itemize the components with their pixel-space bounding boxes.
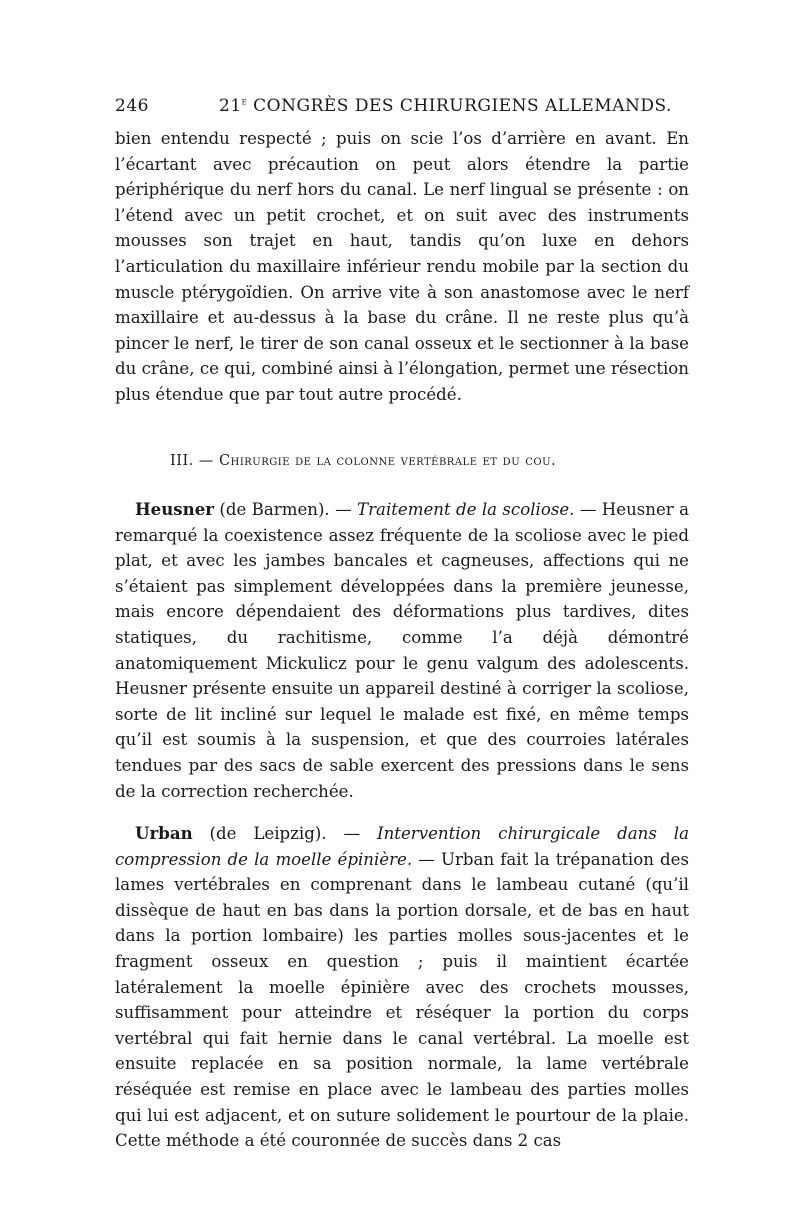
paragraph-text: bien entendu respecté ; puis on scie l’os d’arrière en avant. En l’écartant avec précaution on peut alors étendre la partie périphérique du nerf hors du canal. Le nerf lingual se présente : on l’étend avec un petit crochet, et on suit avec des instruments mousses son trajet en haut, tandis qu’on luxe en dehors l’articulation du maxillaire inférieur rendu mobile par la section du muscle ptérygoïdien. On arrive vite à son anastomose avec le nerf maxillaire et au-dessus à la base du crâne. Il ne reste plus qu’à pincer le nerf, le tirer de son canal osseux et le sectionner à la base du crâne, ce qui, combiné ainsi à l’élongation, permet une résection plus étendue que par tout autre procédé. [115,129,689,404]
page-number: 246 [115,96,149,116]
entry-author: Heusner [135,499,215,519]
entry-affiliation: (de Barmen). — [214,500,358,519]
running-title [219,96,672,116]
entry-paragraph [115,821,689,1154]
entry-heusner [115,497,689,804]
entry-affiliation: (de Leipzig). — [192,824,378,843]
section-heading: III. — Chirurgie de la colonne vertébrale et du cou. [170,453,557,469]
entry-author: Urban [135,823,193,843]
running-ordinal: 21 [219,96,242,116]
running-ordinal-suffix: e [241,96,248,108]
entry-body: — Heusner a remarqué la coexistence assez fréquente de la scoliose avec le pied plat, et avec les jambes bancales et cagneuses, affections qui ne s’étaient pas simplement développées dans la première jeunesse, mais encore dépendaient des déformations plus tardives, dites statiques, du rachitisme, comme l’a déjà démontré anatomiquement Mickulicz pour le genu valgum des adolescents. Heusner présente ensuite un appareil destiné à corriger la scoliose, sorte de lit incliné sur lequel le malade est fixé, en même temps qu’il est soumis à la suspension, et que des courroies latérales tendues par des sacs de sable exercent des pressions dans le sens de la correction recherchée. [115,500,689,801]
entry-title: Intervention chirurgicale dans la compression de la moelle épinière. [115,824,689,869]
continued-paragraph [115,126,689,408]
entry-urban [115,821,689,1154]
running-title-text: CONGRÈS DES CHIRURGIENS ALLEMANDS. [247,96,672,116]
entry-title: Traitement de la scoliose. [357,500,575,519]
entry-paragraph [115,497,689,804]
entry-body: — Urban fait la trépanation des lames vertébrales en comprenant dans le lambeau cutané (qu’il dissèque de haut en bas dans la portion dorsale, et de bas en haut dans la portion lombaire) les parties molles sous-jacentes et le fragment osseux en question ; puis il maintient écartée latéralement la moelle épinière avec des crochets mousses, suffisamment pour atteindre et réséquer la portion du corps vertébral qui fait hernie dans le canal vertébral. La moelle est ensuite replacée en sa position normale, la lame vertébrale réséquée est remise en place avec le lambeau des parties molles qui lui est adjacent, et on suture solidement le pourtour de la plaie. Cette méthode a été couronnée de succès dans 2 cas [115,849,689,1151]
